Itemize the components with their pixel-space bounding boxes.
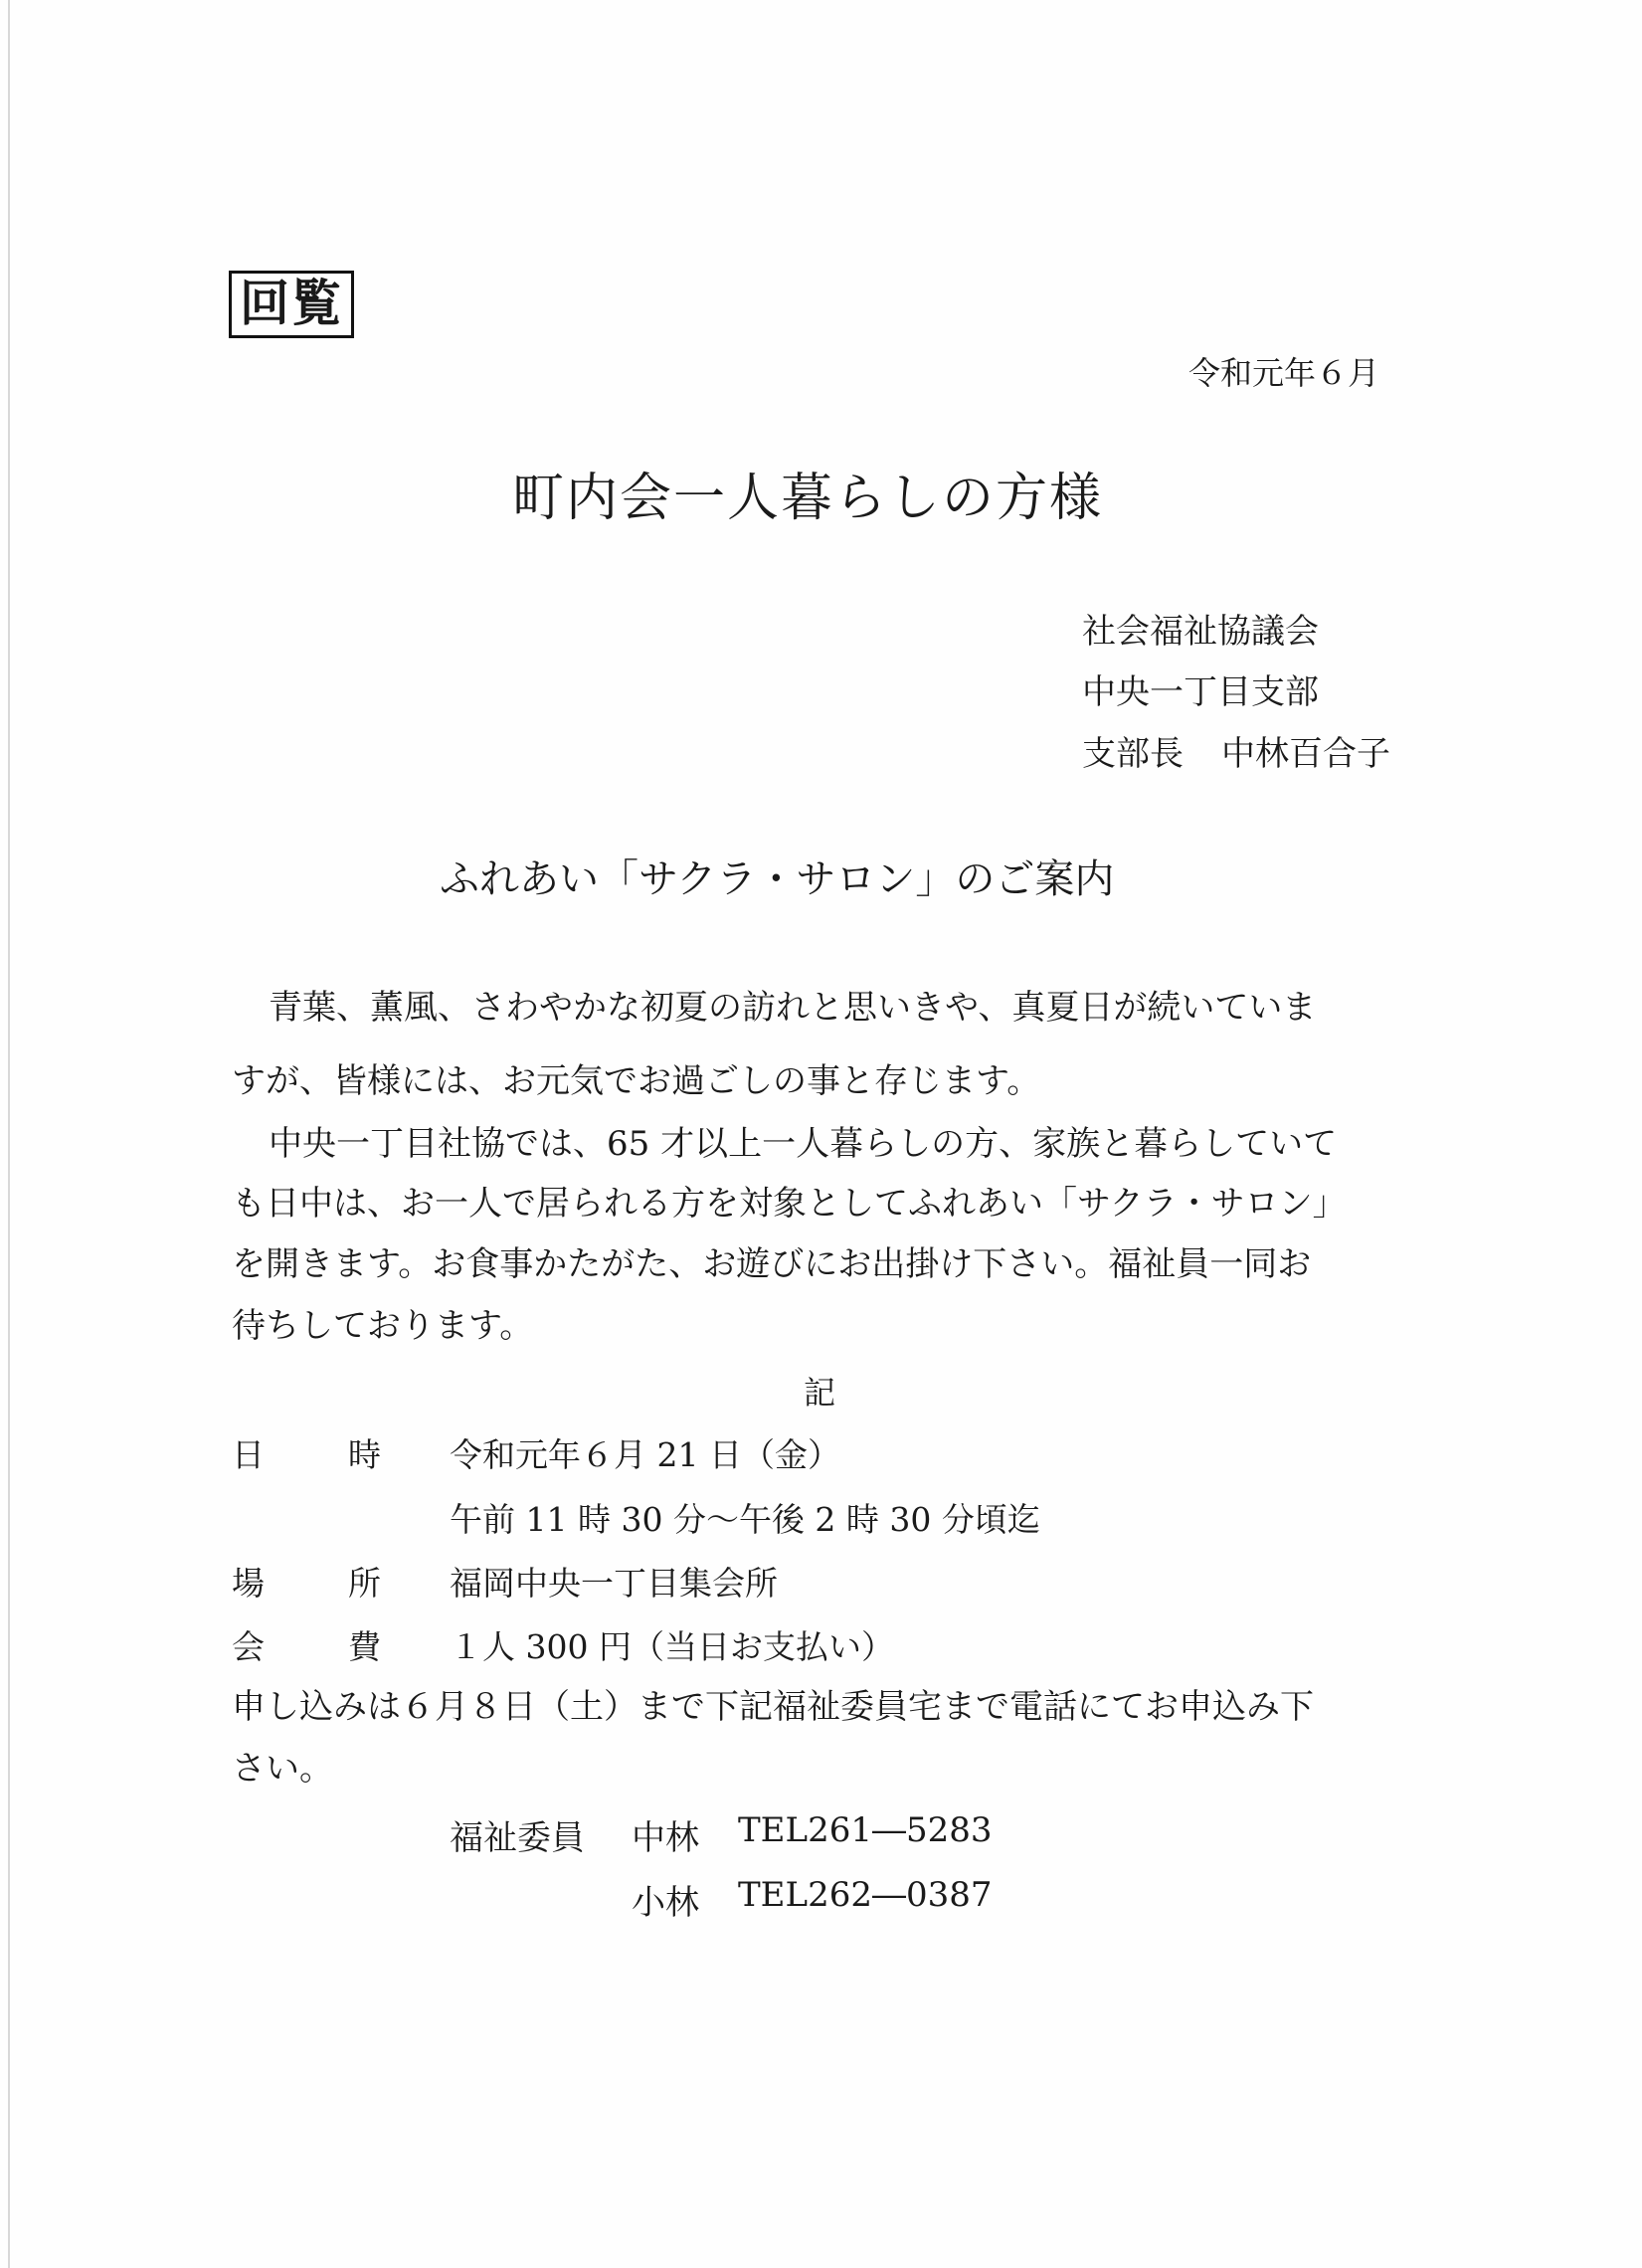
contact-role: 福祉委員 bbox=[450, 1818, 585, 1858]
sender-signature bbox=[1082, 726, 1390, 775]
body-line: すが、皆様には、お元気でお過ごしの事と存じます。 bbox=[232, 1061, 1041, 1101]
place-value: 福岡中央一丁目集会所 bbox=[450, 1564, 778, 1603]
page-edge-line bbox=[8, 0, 10, 2268]
notice-subtitle: ふれあい「サクラ・サロン」のご案内 bbox=[440, 856, 1115, 902]
contact-name: 小林 bbox=[632, 1883, 699, 1923]
body-line: 中央一丁目社協では、65 才以上一人暮らしの方、家族と暮らしていて bbox=[269, 1124, 1338, 1164]
body-line: も日中は、お一人で居られる方を対象としてふれあい「サクラ・サロン」 bbox=[232, 1184, 1347, 1224]
datetime-label-char: 時 bbox=[348, 1435, 381, 1474]
body-line: を開きます。お食事かたがた、お遊びにお出掛け下さい。福祉員一同お bbox=[232, 1244, 1312, 1284]
contact-phone: TEL262―0387 bbox=[738, 1875, 993, 1915]
place-label-char: 所 bbox=[348, 1564, 381, 1603]
body-line: 青葉、薫風、さわやかな初夏の訪れと思いきや、真夏日が続いていま bbox=[269, 988, 1317, 1028]
application-note: 申し込みは６月８日（土）まで下記福祉委員宅まで電話にてお申込み下 bbox=[232, 1687, 1314, 1727]
body-line: 待ちしております。 bbox=[232, 1306, 534, 1346]
fee-label-char: 費 bbox=[348, 1627, 381, 1666]
circulation-stamp: 回覧 bbox=[229, 271, 354, 338]
contact-name: 中林 bbox=[632, 1818, 699, 1858]
time-value: 午前 11 時 30 分～午後 2 時 30 分頃迄 bbox=[450, 1500, 1040, 1539]
datetime-value: 令和元年６月 21 日（金） bbox=[450, 1435, 840, 1474]
issue-date: 令和元年６月 bbox=[1188, 354, 1380, 392]
fee-value: １人 300 円（当日お支払い） bbox=[450, 1627, 894, 1666]
sender-branch: 中央一丁目支部 bbox=[1082, 672, 1319, 712]
application-note: さい。 bbox=[232, 1749, 333, 1789]
place-label-char: 場 bbox=[232, 1564, 265, 1603]
datetime-label bbox=[232, 1429, 381, 1476]
sender-role: 支部長 bbox=[1082, 734, 1184, 774]
datetime-label-char: 日 bbox=[232, 1435, 265, 1474]
sender-organization: 社会福祉協議会 bbox=[1082, 612, 1319, 652]
document-title: 町内会一人暮らしの方様 bbox=[512, 469, 1104, 528]
fee-label-char: 会 bbox=[232, 1627, 265, 1666]
contact-phone: TEL261―5283 bbox=[738, 1810, 993, 1850]
note-heading: 記 bbox=[804, 1374, 836, 1412]
sender-name: 中林百合子 bbox=[1221, 734, 1390, 774]
place-label bbox=[232, 1558, 381, 1605]
fee-label bbox=[232, 1621, 381, 1668]
